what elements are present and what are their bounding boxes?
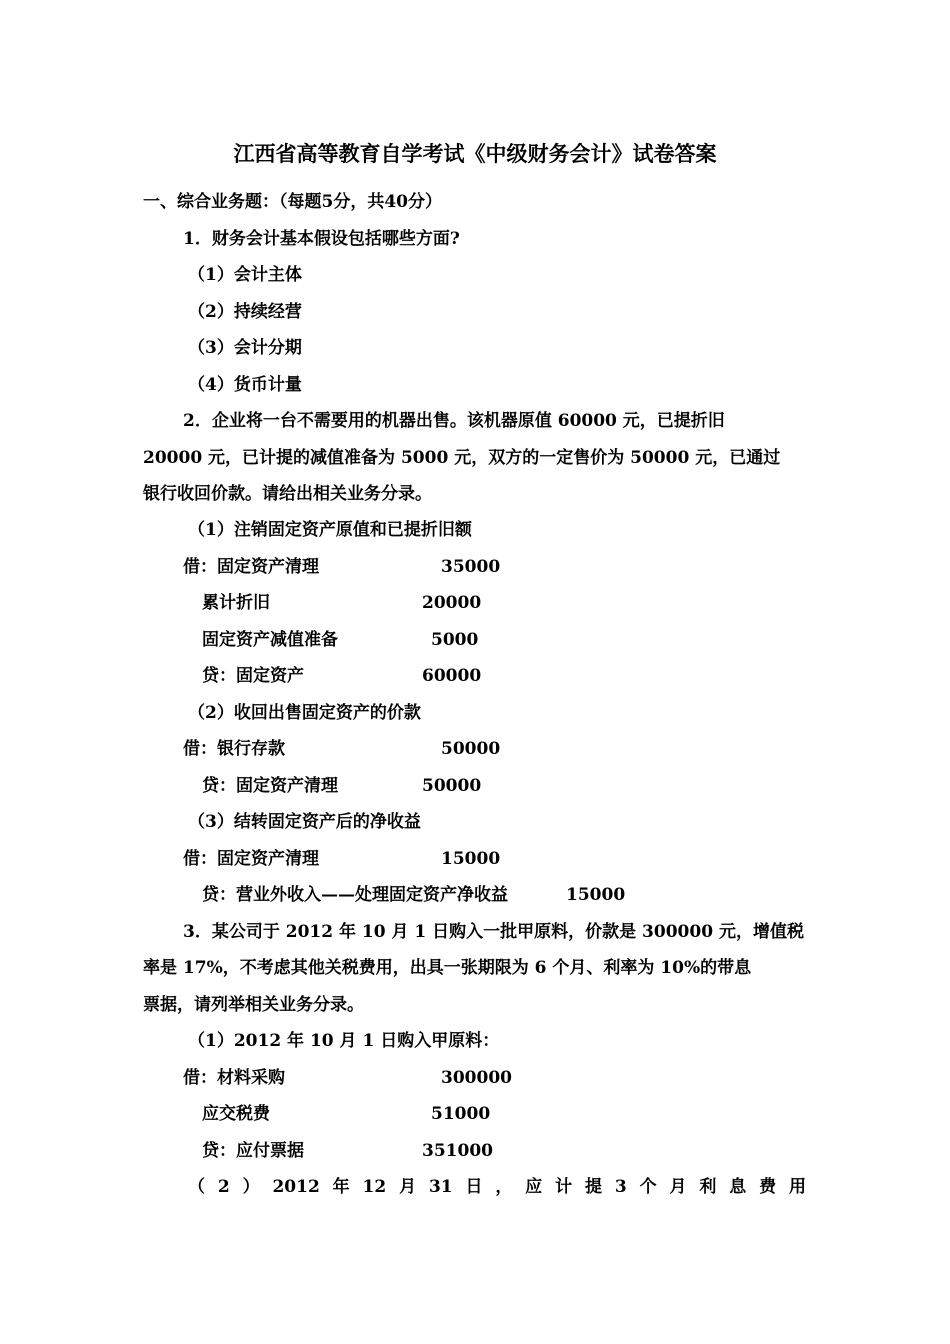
entry-amount: 50000 <box>441 739 501 759</box>
entry-amount: 35000 <box>441 557 501 577</box>
entry-amount: 300000 <box>441 1068 512 1088</box>
entry-amount: 51000 <box>431 1104 491 1124</box>
q3-step-2-token: 年 <box>332 1177 350 1197</box>
entry-label: 应交税费 <box>202 1104 270 1124</box>
q3-step-2-token: 用 <box>788 1177 806 1197</box>
q3-step-2-token: 月 <box>669 1177 687 1197</box>
entry-amount: 5000 <box>431 630 479 650</box>
section-heading: 一、综合业务题：（每题5分，共40分） <box>143 192 442 212</box>
q1-answer-3: （3）会计分期 <box>188 338 302 358</box>
q3-step-2-token: 息 <box>729 1177 747 1197</box>
q2-line-2: 20000 元，已计提的减值准备为 5000 元，双方的一定售价为 50000 元，已通过 <box>143 448 781 468</box>
q3-step-2 <box>188 1176 806 1198</box>
q2-step-3: （3）结转固定资产后的净收益 <box>188 812 421 832</box>
q2-step-1: （1）注销固定资产原值和已提折旧额 <box>188 520 472 540</box>
q3-line-1: 3．某公司于 2012 年 10 月 1 日购入一批甲原料，价款是 300000 元，增值税 <box>183 922 804 942</box>
q1-answer-4: （4）货币计量 <box>188 375 302 395</box>
q3-step-2-token: 日 <box>465 1177 483 1197</box>
q3-step-2-token: （ <box>188 1177 205 1197</box>
entry-label: 贷：固定资产 <box>202 666 304 686</box>
q3-step-2-token: 提 <box>585 1177 603 1197</box>
q3-step-2-token: 31 <box>428 1177 453 1197</box>
q1-question: 1．财务会计基本假设包括哪些方面? <box>183 229 460 249</box>
q1-answer-2: （2）持续经营 <box>188 302 302 322</box>
q3-step-2-token: 月 <box>399 1177 417 1197</box>
q1-answer-1: （1）会计主体 <box>188 265 302 285</box>
q3-line-3: 票据，请列举相关业务分录。 <box>143 995 364 1015</box>
q3-step-2-token: 2 <box>217 1177 230 1197</box>
q3-step-2-token: 个 <box>639 1177 657 1197</box>
entry-amount: 50000 <box>422 776 482 796</box>
entry-label: 借：银行存款 <box>183 739 285 759</box>
entry-label: 累计折旧 <box>202 593 270 613</box>
q3-step-2-token: 12 <box>362 1177 387 1197</box>
entry-amount: 15000 <box>441 849 501 869</box>
q3-step-2-token: ） <box>242 1177 260 1197</box>
q3-line-2: 率是 17%，不考虑其他关税费用，出具一张期限为 6 个月、利率为 10%的带息 <box>143 958 752 978</box>
q3-step-2-token: 3 <box>614 1177 627 1197</box>
q2-step-2: （2）收回出售固定资产的价款 <box>188 703 421 723</box>
entry-amount: 15000 <box>566 885 626 905</box>
entry-amount: 20000 <box>422 593 482 613</box>
entry-label: 固定资产减值准备 <box>202 630 338 650</box>
document-title: 江西省高等教育自学考试《中级财务会计》试卷答案 <box>233 141 717 166</box>
entry-label: 贷：固定资产清理 <box>202 776 338 796</box>
entry-label: 借：固定资产清理 <box>183 849 319 869</box>
q3-step-2-token: 应 <box>525 1177 543 1197</box>
entry-label: 贷：应付票据 <box>202 1141 304 1161</box>
entry-amount: 351000 <box>422 1141 493 1161</box>
entry-amount: 60000 <box>422 666 482 686</box>
q2-line-3: 银行收回价款。请给出相关业务分录。 <box>143 484 432 504</box>
q3-step-2-token: 2012 <box>272 1177 320 1197</box>
entry-label: 借：材料采购 <box>183 1068 285 1088</box>
q3-step-2-token: ， <box>495 1177 513 1197</box>
entry-label: 借：固定资产清理 <box>183 557 319 577</box>
q2-line-1-text: 2．企业将一台不需要用的机器出售。该机器原值 60000 元，已提折旧 <box>183 411 725 431</box>
q2-line-1 <box>183 410 806 432</box>
q3-step-2-token: 利 <box>699 1177 717 1197</box>
q3-step-2-token: 计 <box>555 1177 573 1197</box>
entry-label: 贷：营业外收入——处理固定资产净收益 <box>202 885 508 905</box>
q3-step-2-token: 费 <box>759 1177 777 1197</box>
q3-step-1: （1）2012 年 10 月 1 日购入甲原料： <box>188 1031 500 1051</box>
